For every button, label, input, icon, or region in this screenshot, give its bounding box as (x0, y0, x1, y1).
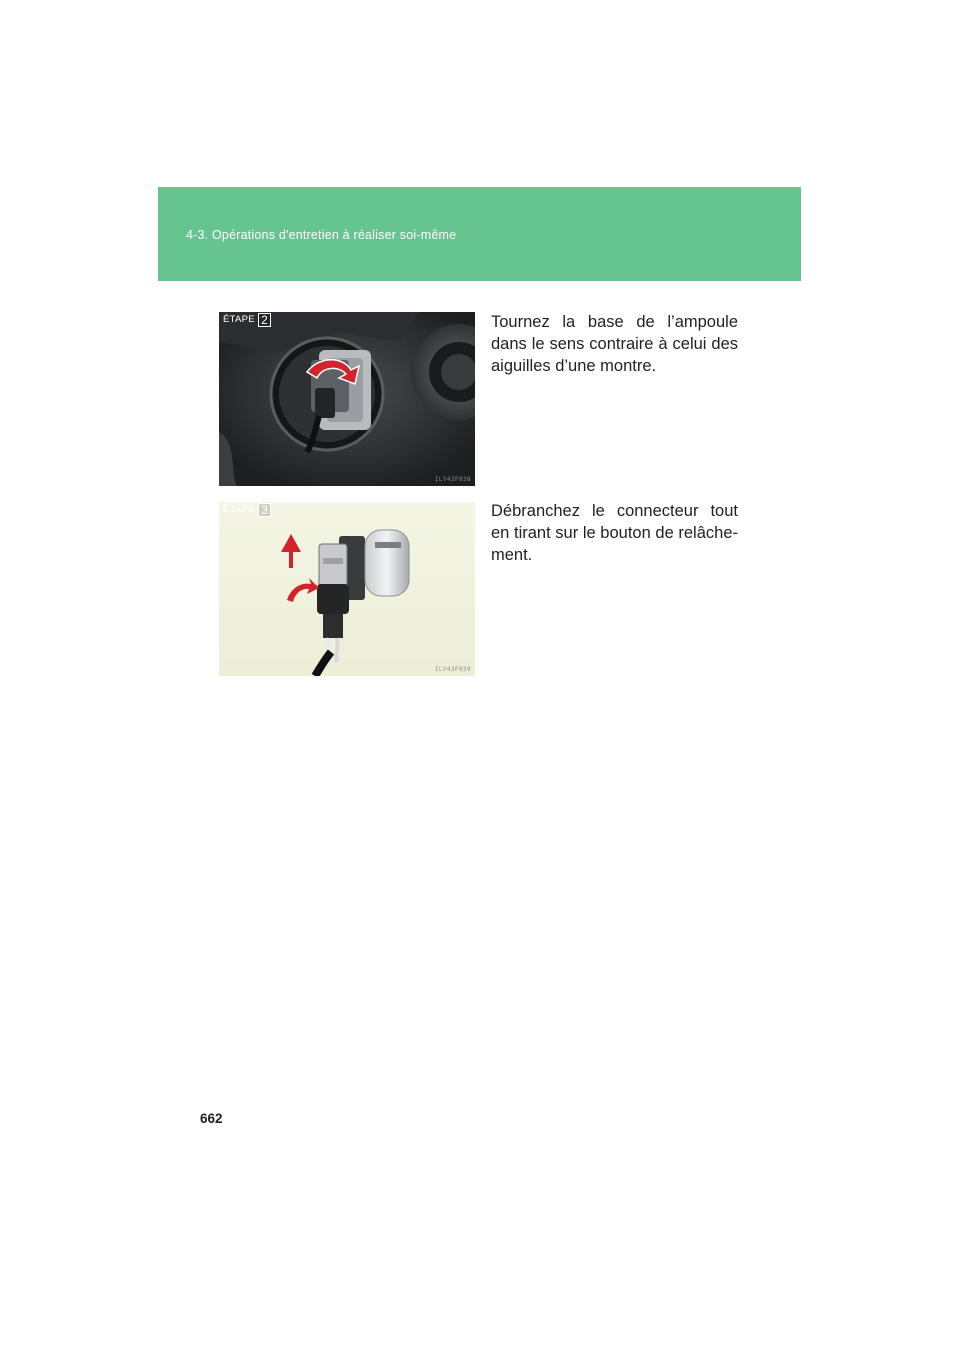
step-2-instruction: Tournez la base de l’ampoule dans le sens contraire à celui des aiguilles d’une montre. (491, 313, 738, 375)
page-number: 662 (200, 1111, 223, 1126)
image-code: ILY43F038 (434, 476, 471, 483)
step-number: 3 (258, 503, 271, 517)
step-label: ÉTAPE (223, 314, 255, 325)
step-3-photo (219, 502, 475, 676)
section-header (158, 187, 801, 281)
step-2-photo (219, 312, 475, 486)
section-title: 4-3. Opérations d'entretien à réaliser soi-même (186, 228, 457, 242)
headlamp-bulb-base-illustration (219, 312, 475, 486)
step-3-instruction: Débranchez le connecteur tout en tirant sur le bouton de relâche-ment. (491, 502, 738, 564)
step-2-badge (220, 313, 271, 327)
step-3-badge (220, 503, 271, 517)
step-number: 2 (258, 313, 271, 327)
step-label: ÉTAPE (223, 504, 255, 515)
bulb-connector-illustration (219, 502, 475, 676)
image-code: ILY43F039 (434, 666, 471, 673)
